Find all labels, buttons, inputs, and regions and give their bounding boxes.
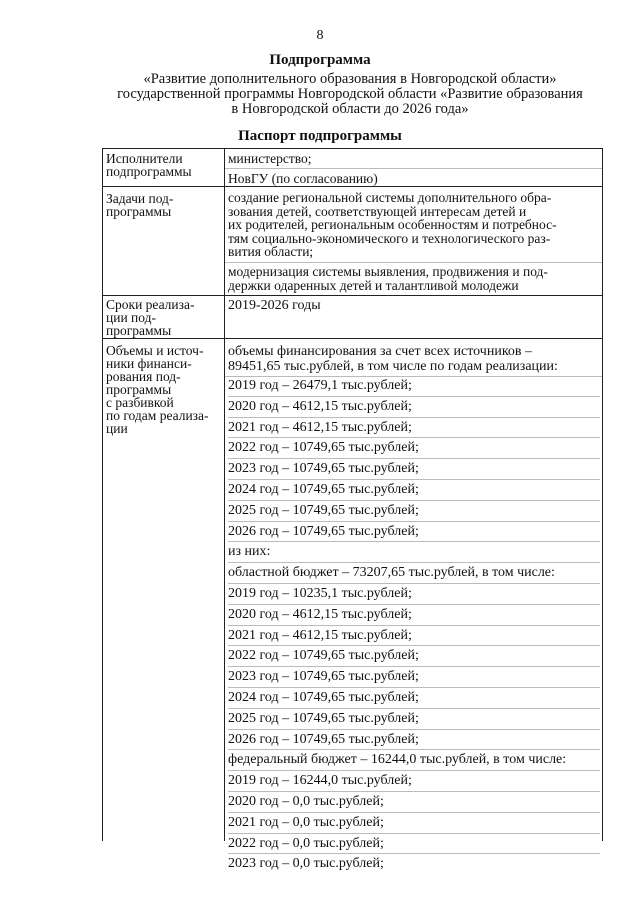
row-divider: [102, 186, 603, 187]
table-column-divider: [224, 148, 225, 841]
executors-label: [106, 152, 224, 178]
label-line: Исполнители: [106, 151, 183, 166]
financing-item: 2024 год – 10749,65 тыс.рублей;: [228, 688, 600, 709]
label-line: с разбивкой: [106, 395, 174, 410]
label-line: Объемы и источ-: [106, 343, 204, 358]
executors-value-1: министерство;: [228, 151, 312, 166]
financing-item: 2023 год – 10749,65 тыс.рублей;: [228, 459, 600, 480]
table-border-right: [602, 148, 603, 841]
financing-item: 2019 год – 10235,1 тыс.рублей;: [228, 584, 600, 605]
label-line: ции под-: [106, 310, 156, 325]
label-line: ники финанси-: [106, 356, 192, 371]
text-line: зования детей, соответствующей интересам детей и: [228, 203, 527, 219]
text-line: держки одаренных детей и талантливой молодежи: [228, 277, 519, 293]
tasks-label: [106, 192, 224, 218]
financing-item: 2022 год – 10749,65 тыс.рублей;: [228, 438, 600, 459]
financing-item: 2021 год – 4612,15 тыс.рублей;: [228, 626, 600, 647]
label-line: рования под-: [106, 369, 181, 384]
financing-item: 2024 год – 10749,65 тыс.рублей;: [228, 480, 600, 501]
text-line: вития области;: [228, 244, 314, 259]
tasks-value-2: [228, 265, 600, 292]
text-line: создание региональной системы дополнительного обра-: [228, 190, 552, 205]
subtitle-line: «Развитие дополнительного образования в Новгородской области»: [143, 71, 557, 87]
subtitle-line: в Новгородской области до 2026 года»: [231, 101, 469, 117]
label-line: подпрограммы: [106, 164, 192, 179]
table-border-top: [102, 148, 603, 149]
label-line: по годам реализа-: [106, 408, 209, 423]
terms-value: 2019-2026 годы: [228, 298, 321, 313]
financing-item: 2020 год – 0,0 тыс.рублей;: [228, 792, 600, 813]
financing-item: федеральный бюджет – 16244,0 тыс.рублей, в том числе:: [228, 750, 600, 771]
page-number: 8: [316, 28, 324, 43]
financing-item: 2021 год – 0,0 тыс.рублей;: [228, 813, 600, 834]
text-line: тям социально-экономического и технологического раз-: [228, 230, 551, 246]
financing-item: 2025 год – 10749,65 тыс.рублей;: [228, 501, 600, 522]
financing-intro: [228, 344, 600, 374]
financing-item: 2020 год – 4612,15 тыс.рублей;: [228, 605, 600, 626]
text-line: объемы финансирования за счет всех источников –: [228, 344, 533, 359]
financing-item: 2019 год – 26479,1 тыс.рублей;: [228, 376, 600, 397]
label-line: Задачи под-: [106, 191, 174, 206]
tasks-value-1: [228, 191, 600, 259]
passport-table: [102, 148, 603, 872]
row-divider: [102, 295, 603, 296]
financing-item: 2023 год – 10749,65 тыс.рублей;: [228, 667, 600, 688]
cell-subline: [225, 168, 602, 169]
financing-label: [106, 344, 224, 435]
financing-item: 2021 год – 4612,15 тыс.рублей;: [228, 418, 600, 439]
cell-subline: [225, 262, 602, 263]
text-line: 89451,65 тыс.рублей, в том числе по годам реализации:: [228, 359, 558, 374]
table-border-left: [102, 148, 103, 841]
financing-item: из них:: [228, 542, 600, 563]
label-line: ции: [106, 421, 128, 436]
financing-item: областной бюджет – 73207,65 тыс.рублей, в том числе:: [228, 563, 600, 584]
passport-title: Паспорт подпрограммы: [238, 128, 402, 144]
row-divider: [102, 338, 603, 339]
executors-value-2: НовГУ (по согласованию): [228, 171, 378, 186]
text-line: модернизация системы выявления, продвижения и под-: [228, 264, 548, 279]
financing-item: 2026 год – 10749,65 тыс.рублей;: [228, 730, 600, 751]
financing-item: 2020 год – 4612,15 тыс.рублей;: [228, 397, 600, 418]
subtitle-line: государственной программы Новгородской области «Развитие образования: [117, 86, 583, 102]
financing-item: 2022 год – 10749,65 тыс.рублей;: [228, 646, 600, 667]
label-line: программы: [106, 382, 172, 397]
financing-item: 2025 год – 10749,65 тыс.рублей;: [228, 709, 600, 730]
text-line: их родителей, региональным особенностям и потребнос-: [228, 217, 557, 232]
label-line: программы: [106, 204, 172, 219]
financing-list: [228, 376, 600, 874]
document-title: Подпрограмма: [269, 52, 371, 68]
terms-label: [106, 298, 224, 337]
financing-item: 2026 год – 10749,65 тыс.рублей;: [228, 522, 600, 543]
label-line: программы: [106, 323, 172, 338]
financing-item: 2019 год – 16244,0 тыс.рублей;: [228, 771, 600, 792]
financing-item: 2022 год – 0,0 тыс.рублей;: [228, 834, 600, 855]
label-line: Сроки реализа-: [106, 297, 195, 312]
document-subtitle: [100, 72, 600, 117]
financing-item: 2023 год – 0,0 тыс.рублей;: [228, 856, 384, 872]
